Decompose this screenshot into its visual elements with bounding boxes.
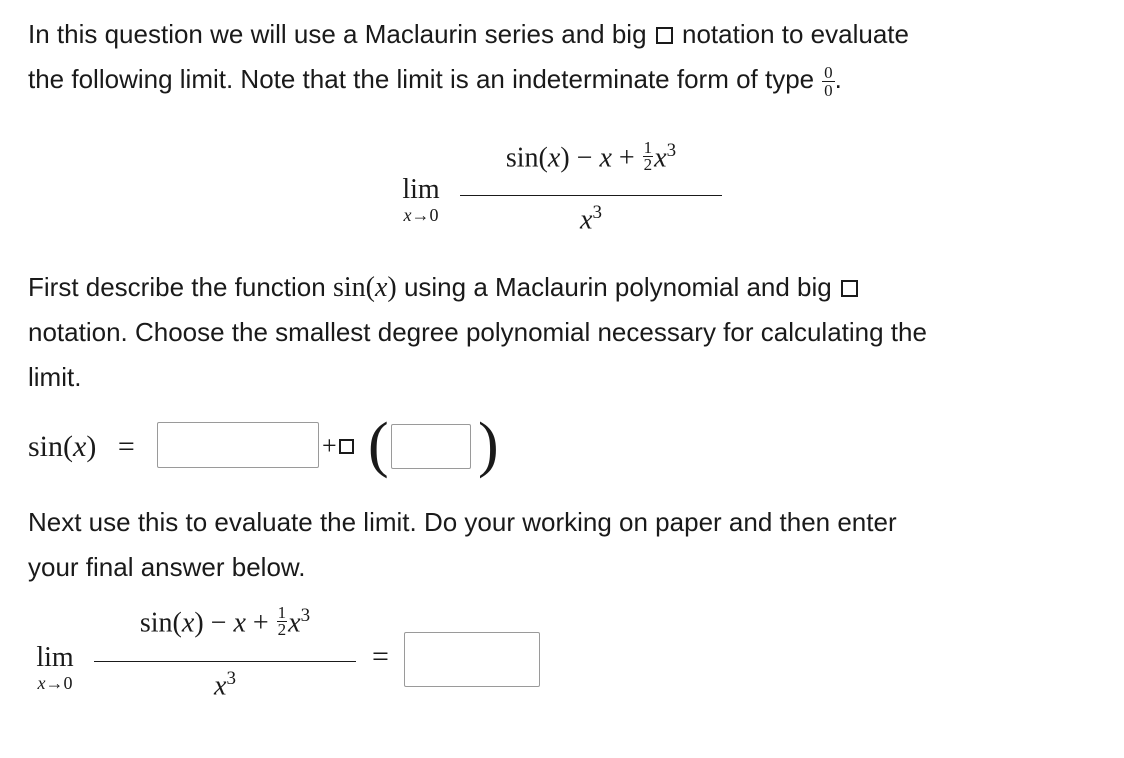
polynomial-input[interactable] xyxy=(157,422,319,468)
big-o-symbol: + xyxy=(322,431,356,461)
final-limit-expression xyxy=(26,605,366,705)
limit-denominator: $x^3$ xyxy=(580,202,602,236)
big-o-square-icon xyxy=(339,439,354,454)
intro-text-1: In this question we will use a Maclaurin series and big xyxy=(28,19,647,49)
limit-operator: lim x→0 xyxy=(402,174,440,225)
big-o-placeholder-icon xyxy=(656,27,673,44)
limit-numerator: sin(x) − x + $\frac{1}{2}$ $x^3$ xyxy=(505,138,677,175)
limit-expression xyxy=(390,140,730,240)
intro-text-3: the following limit. Note that the limit is an indeterminate form of type xyxy=(28,64,815,94)
limit-fraction xyxy=(460,140,722,240)
next-paragraph: Next use this to evaluate the limit. Do your working on paper and then enter your final answer below. xyxy=(28,507,897,582)
intro-text-2: notation to evaluate xyxy=(682,19,909,49)
final-limit-denominator: $x^3$ xyxy=(214,668,236,702)
close-paren: ) xyxy=(478,411,499,479)
intro-paragraph: In this question we will use a Maclaurin series and big notation to evaluate the following limit. Note that the limit is an indeterminate form of type $\frac{0}{0}$ . xyxy=(28,19,909,100)
indeterminate-fraction: $\frac{0}{0}$ xyxy=(824,62,833,100)
final-limit-numerator: sin(x) − x + $\frac{1}{2}$ $x^3$ xyxy=(139,603,311,640)
big-o-argument-input[interactable] xyxy=(391,424,471,469)
final-answer-input[interactable] xyxy=(404,632,540,687)
equation-lhs: sin(x) = xyxy=(28,430,135,463)
describe-paragraph: First describe the function sin(x) using a Maclaurin polynomial and big notation. Choose the smallest degree polynomial necessary for calculating the limit. xyxy=(28,272,927,392)
big-o-placeholder-icon-2 xyxy=(841,280,858,297)
open-paren: ( xyxy=(368,411,389,479)
sin-function: sin(x) xyxy=(332,272,397,303)
final-equals: = xyxy=(372,640,389,673)
final-limit-fraction xyxy=(94,605,356,705)
final-limit-operator: lim x→0 xyxy=(36,642,74,693)
